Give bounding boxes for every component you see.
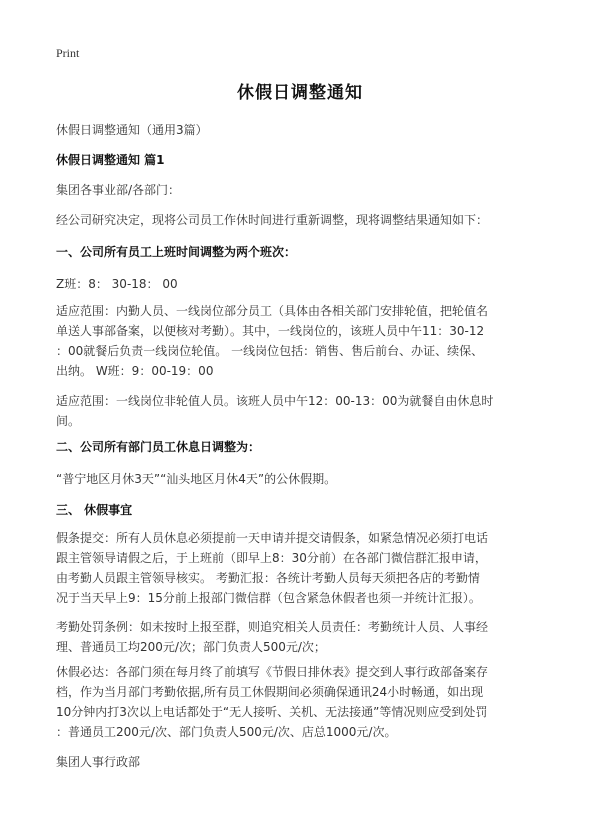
must-know-line: 休假必达：各部门须在每月终了前填写《节假日排休表》提交到人事行政部备案存 [56,665,489,679]
intro-paragraph: 经公司研究决定，现将公司员工作休时间进行重新调整，现将调整结果通知如下： [56,213,489,227]
section3-heading: 三、 休假事宜 [56,503,133,517]
holiday-paragraph: “普宁地区月休3天”“汕头地区月休4天”的公休假期。 [56,472,337,486]
scope2-line: 间。 [56,414,81,428]
leave-request-line: 假条提交：所有人员休息必须提前一天申请并提交请假条，如紧急情况必须打电话 [56,531,489,545]
document-subtitle: 休假日调整通知（通用3篇） [56,123,208,137]
scope2-line: 适应范围：一线岗位非轮值人员。该班人员中午12：00-13：00为就餐自由休息时 [56,394,494,408]
scope1-line: 适应范围：内勤人员、一线岗位部分员工（具体由各相关部门安排轮值，把轮值名 [56,304,489,318]
signature-line: 集团人事行政部 [56,755,141,769]
leave-request-line: 由考勤人员跟主管领导核实。 考勤汇报：各统计考勤人员每天须把各店的考勤情 [56,571,480,585]
scope1-line: 单送人事部备案，以便核对考勤）。其中，一线岗位的，该班人员中午11：30-12 [56,324,485,338]
leave-request-line: 跟主管领导请假之后，于上班前（即早上8：30分前）在各部门微信群汇报申请， [56,551,487,565]
penalty-line: 理、普通员工均200元/次；部门负责人500元/次； [56,640,326,654]
penalty-line: 考勤处罚条例：如未按时上报至群，则追究相关人员责任：考勤统计人员、人事经 [56,620,489,634]
addressee-line: 集团各事业部/各部门： [56,183,181,197]
must-know-line: 10分钟内打3次以上电话都处于“无人接听、关机、无法接通”等情况则应受到处罚 [56,705,488,719]
must-know-paragraph [56,662,552,742]
leave-request-line: 况于当天早上9：15分前上报部门微信群（包含紧急休假者也须一并统计汇报）。 [56,591,481,605]
shift-z-line: Z班：8： 30-18： 00 [56,277,178,291]
article-heading: 休假日调整通知 篇1 [56,153,165,167]
print-link[interactable]: Print [56,46,80,60]
section1-heading: 一、公司所有员工上班时间调整为两个班次： [56,245,297,259]
scope1-paragraph [56,301,552,381]
section2-heading: 二、公司所有部门员工休息日调整为： [56,440,261,454]
leave-request-paragraph [56,528,552,608]
scope1-line: 出纳。 W班：9：00-19：00 [56,364,214,378]
penalty-paragraph [56,617,552,657]
scope2-paragraph [56,391,552,431]
page-title: 休假日调整通知 [237,83,363,103]
must-know-line: ：普通员工200元/次、部门负责人500元/次、店总1000元/次。 [56,725,397,739]
scope1-line: ：00就餐后负责一线岗位轮值。 一线岗位包括：销售、售后前台、办证、续保、 [56,344,484,358]
must-know-line: 档，作为当月部门考勤依据,所有员工休假期间必须确保通讯24小时畅通，如出现 [56,685,484,699]
